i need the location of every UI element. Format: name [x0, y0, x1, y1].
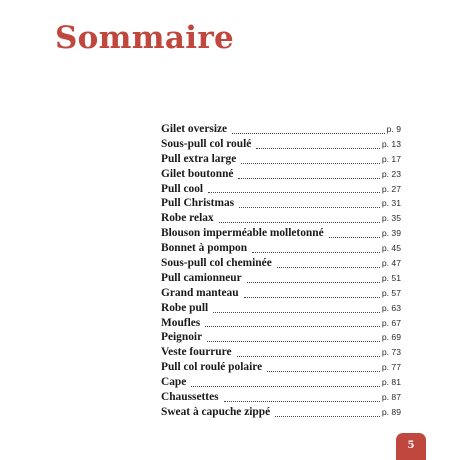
toc-entry[interactable]	[161, 331, 401, 346]
toc-entry-title: Sweat à capuche zippé	[161, 405, 271, 418]
toc-entry[interactable]	[161, 183, 401, 198]
toc-entry-title: Gilet oversize	[161, 123, 228, 135]
dot-leader	[244, 297, 380, 298]
toc-entry-title: Gilet boutonné	[161, 167, 234, 180]
toc-entry-page: p. 35	[381, 213, 401, 224]
toc-entry-page: p. 89	[381, 406, 401, 417]
toc-entry-page: p. 17	[381, 153, 401, 164]
toc-entry[interactable]	[161, 138, 401, 153]
dot-leader	[191, 386, 380, 387]
page-number: 5	[407, 440, 415, 451]
toc-entry-page: p. 81	[381, 377, 401, 388]
dot-leader	[237, 356, 380, 357]
toc-entry[interactable]	[161, 197, 401, 212]
toc-entry[interactable]	[161, 391, 401, 406]
toc-entry-page: p. 73	[381, 347, 401, 358]
dot-leader	[232, 133, 385, 134]
toc-entry[interactable]	[161, 302, 401, 317]
toc-entry-title: Blouson imperméable molletonné	[161, 227, 324, 240]
toc-entry[interactable]	[161, 376, 401, 391]
dot-leader	[252, 252, 380, 253]
toc-entry[interactable]	[161, 227, 401, 242]
dot-leader	[213, 312, 380, 313]
toc-entry-title: Pull cool	[161, 182, 204, 195]
toc-entry-page: p. 63	[381, 302, 401, 313]
toc-entry-title: Robe relax	[161, 212, 214, 225]
toc-entry-title: Sous-pull col roulé	[161, 137, 252, 150]
toc-entry-title: Pull Christmas	[161, 197, 235, 210]
toc-entry-page: p. 87	[381, 392, 401, 403]
dot-leader	[219, 222, 380, 223]
dot-leader	[238, 178, 379, 179]
dot-leader	[267, 371, 380, 372]
page-title: Sommaire	[55, 20, 234, 56]
toc-entry[interactable]	[161, 168, 401, 183]
toc-entry-title: Peignoir	[161, 331, 203, 344]
dot-leader	[239, 207, 380, 208]
toc-entry[interactable]	[161, 212, 401, 227]
toc-entry-title: Moufles	[161, 316, 201, 329]
dot-leader	[247, 282, 380, 283]
toc-entry-title: Pull extra large	[161, 152, 237, 165]
toc-entry[interactable]	[161, 346, 401, 361]
toc-entry-page: p. 31	[381, 198, 401, 209]
toc-entry-title: Veste fourrure	[161, 346, 232, 359]
toc-entry-title: Cape	[161, 376, 187, 389]
toc-entry-page: p. 77	[381, 362, 401, 373]
toc-entry-title: Pull col roulé polaire	[161, 361, 263, 374]
dot-leader	[241, 163, 380, 164]
dot-leader	[207, 341, 380, 342]
dot-leader	[208, 192, 380, 193]
toc-entry-title: Robe pull	[161, 301, 209, 314]
toc-entry[interactable]	[161, 123, 401, 138]
toc-entry[interactable]	[161, 272, 401, 287]
toc-entry-page: p. 27	[381, 183, 401, 194]
toc-entry-page: p. 39	[381, 228, 401, 239]
dot-leader	[277, 267, 380, 268]
toc-entry-page: p. 23	[381, 168, 401, 179]
toc-entry-page: p. 9	[386, 124, 401, 134]
dot-leader	[205, 326, 380, 327]
dot-leader	[224, 401, 380, 402]
toc-entry-page: p. 67	[381, 317, 401, 328]
table-of-contents	[161, 123, 401, 421]
toc-entry-page: p. 45	[381, 243, 401, 254]
toc-entry-title: Chaussettes	[161, 391, 219, 404]
toc-entry-title: Sous-pull col cheminée	[161, 257, 272, 270]
toc-entry[interactable]	[161, 317, 401, 332]
toc-entry-page: p. 47	[381, 258, 401, 269]
toc-entry-page: p. 13	[381, 138, 401, 149]
toc-entry-title: Grand manteau	[161, 286, 239, 299]
toc-entry-page: p. 57	[381, 287, 401, 298]
toc-entry[interactable]	[161, 242, 401, 257]
toc-entry[interactable]	[161, 406, 401, 421]
page-number-tab	[396, 433, 426, 460]
dot-leader	[275, 416, 380, 417]
dot-leader	[329, 237, 380, 238]
toc-entry-page: p. 51	[381, 272, 401, 283]
toc-entry-page: p. 69	[381, 332, 401, 343]
toc-entry[interactable]	[161, 153, 401, 168]
dot-leader	[256, 148, 380, 149]
toc-entry-title: Bonnet à pompon	[161, 242, 248, 255]
toc-entry[interactable]	[161, 257, 401, 272]
toc-entry[interactable]	[161, 361, 401, 376]
toc-entry[interactable]	[161, 287, 401, 302]
toc-entry-title: Pull camionneur	[161, 271, 242, 284]
